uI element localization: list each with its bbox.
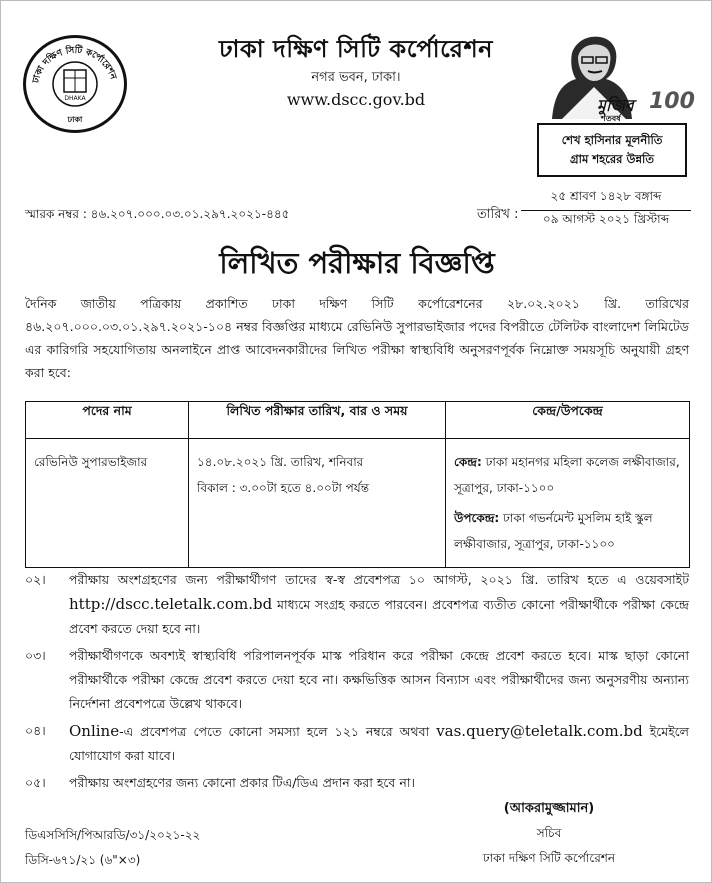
note-04 [25,719,689,768]
note-text [69,719,689,768]
notice-title: লিখিত পরীক্ষার বিজ্ঞপ্তি [219,246,495,280]
support-email-link[interactable]: vas.query@teletalk.com.bd [436,722,643,740]
note-number: ০৪। [25,723,46,738]
exam-schedule-table [25,401,690,568]
signatory-organization: ঢাকা দক্ষিণ সিটি কর্পোরেশন [482,851,616,865]
seal-text-top: ঢাকা দক্ষিণ সিটি কর্পোরেশন [31,45,118,85]
date-english: ০৯ আগস্ট ২০২১ খ্রিস্টাব্দ [542,212,670,226]
slogan-box [537,123,687,177]
header-centre: কেন্দ্র/উপকেন্দ্র [446,402,690,439]
header-post: পদের নাম [26,402,189,439]
organization-website: www.dscc.gov.bd [286,90,426,109]
centre-entry [454,449,681,501]
note-text-part: -এ প্রবেশপত্র পেতে কোনো সমস্যা হলে ১২১ নম্বরে অথবা [119,724,437,739]
slogan-line-2: গ্রাম শহরের উন্নতি [570,152,654,166]
subcentre-value: ঢাকা গভর্নমেন্ট মুসলিম হাই স্কুল লক্ষীবাজার, সূত্রাপুর, ঢাকা-১১০০ [454,511,653,551]
date-label: তারিখ : [477,207,519,222]
centre-label: কেন্দ্র: [454,455,482,469]
intro-paragraph: দৈনিক জাতীয় পত্রিকায় প্রকাশিত ঢাকা দক্ষিণ সিটি কর্পোরেশনের ২৮.০২.২০২১ খ্রি. তারিখের ৪৬.২০৭.০০০.০৩.০১.২৯৭.২০২১-১০৪ নম্বর বিজ্ঞপ্তির মাধ্যমে রেভিনিউ সুপারভাইজার পদের বিপরীতে টেলিটক বাংলাদেশ লিমিটেড এর কারিগরি সহযোগিতায় অনলাইনে প্রাপ্ত আবেদনকারীদের লিখিত পরীক্ষা স্বাস্থ্যবিধি অনুসরণপূর্বক নিম্নোক্ত সময়সূচি অনুযায়ী গ্রহণ করা হবে: [25,296,689,380]
note-text-part: ইমেইলে যোগাযোগ করা যাবে। [69,724,689,763]
note-02 [25,568,689,641]
signatory-designation: সচিব [536,826,562,840]
note-text-part: মাধ্যমে সংগ্রহ করতে পারবেন। প্রবেশপত্র ব্যতীত কোনো পরীক্ষার্থীকে পরীক্ষা কেন্দ্রে প্রবেশ করতে দেয়া হবে না। [69,597,689,636]
note-text-part: Online [69,722,120,740]
exam-time: বিকাল : ৩.০০টা হতে ৪.০০টা পর্যন্ত [197,481,369,495]
mujib-logo-small: শতবর্ষ [601,114,621,123]
cell-date-time [189,439,446,568]
footer-ref-1: ডিএসসিসি/পিআরডি/৩১/২০২১-২২ [25,828,201,842]
note-03 [25,644,689,716]
note-number: ০২। [25,572,46,587]
admit-card-link[interactable]: http://dscc.teletalk.com.bd [69,595,273,613]
table-row [26,439,690,568]
subcentre-entry [454,505,681,557]
centre-value: ঢাকা মহানগর মহিলা কলেজ লক্ষীবাজার, সূত্রাপুর, ঢাকা-১১০০ [454,455,680,495]
signatory-name: (আকরামুজ্জামান) [503,801,595,816]
footer-ref-2: ডিসি-৬৭১/২১ (৬"×৩) [25,853,141,867]
note-text-part: পরীক্ষায় অংশগ্রহণের জন্য পরীক্ষার্থীগণ তাদের স্ব-স্ব প্রবেশপত্র ১০ আগস্ট, ২০২১ খ্রি. তারিখ হতে এ ওয়েবসাইট [69,572,689,587]
note-text: পরীক্ষায় অংশগ্রহণের জন্য কোনো প্রকার টিএ/ডিএ প্রদান করা হবে না। [69,775,415,790]
organization-address: নগর ভবন, ঢাকা। [311,70,401,85]
header-date-time: লিখিত পরীক্ষার তারিখ, বার ও সময় [189,402,446,439]
cell-centre [446,439,690,568]
mujib-logo-100: 100 [649,89,695,114]
memo-number: স্মারক নম্বর : ৪৬.২০৭.০০০.০৩.০১.২৯৭.২০২১-৪৪৫ [25,207,290,221]
seal-emblem-icon [26,38,124,130]
subcentre-label: উপকেন্দ্র: [454,511,500,525]
note-text: পরীক্ষার্থীগণকে অবশ্যই স্বাস্থ্যবিধি পরিপালনপূর্বক মাস্ক পরিধান করে পরীক্ষা কেন্দ্রে প্রবেশ করতে হবে। মাস্ক ছাড়া কোনো পরীক্ষার্থীকে পরীক্ষা কেন্দ্রে প্রবেশ করতে দেয়া হবে না। কক্ষভিত্তিক আসন বিন্যাস এবং পরীক্ষার্থীদের জন্য অনুসরণীয় অন্যান্য নির্দেশনা প্রবেশপত্রে উল্লেখ থাকবে। [69,648,689,711]
note-number: ০৩। [25,648,46,663]
exam-date: ১৪.০৮.২০২১ খ্রি. তারিখ, শনিবার [197,455,364,469]
organization-name: ঢাকা দক্ষিণ সিটি কর্পোরেশন [218,35,493,63]
table-header-row [26,402,690,439]
mujib-logo-text: মুজিব [597,96,634,115]
dscc-seal-logo [23,35,127,133]
note-text [69,568,689,641]
cell-post: রেভিনিউ সুপারভাইজার [26,439,189,568]
note-number: ০৫। [25,775,46,790]
date-bangla: ২৫ শ্রাবণ ১৪২৮ বঙ্গাব্দ [521,188,691,211]
seal-text-inner: DHAKA [64,95,86,102]
note-05 [25,771,689,795]
svg-text:ঢাকা দক্ষিণ সিটি কর্পোরেশন [31,43,118,85]
seal-text-bottom: ঢাকা [67,115,83,124]
slogan-line-1: শেখ হাসিনার মূলনীতি [561,133,663,147]
